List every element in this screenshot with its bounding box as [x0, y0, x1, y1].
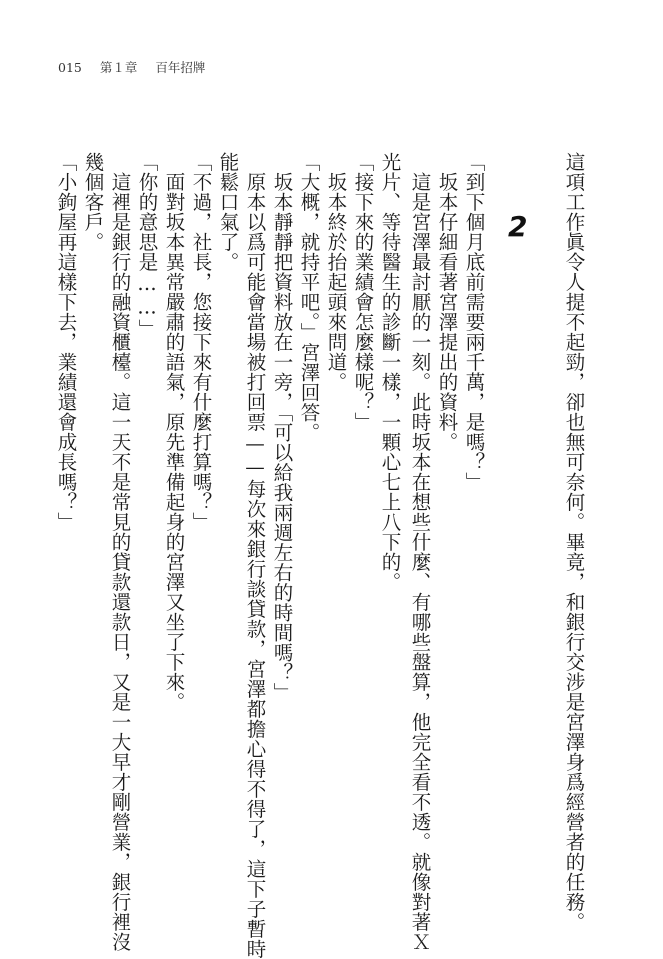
text-column: 「接下來的業績會怎麼樣呢？」: [351, 152, 375, 432]
text-column: 「不過，社長，您接下來有什麼打算嗎？」: [189, 152, 213, 532]
text-column: 「大概，就持平吧。」宮澤回答。: [297, 152, 321, 443]
text-column: 坂本靜靜把資料放在一旁，「可以給我兩週左右的時間嗎？」: [270, 172, 294, 703]
text-column: 坂本終於抬起頭來問道。: [324, 172, 348, 392]
text-column: 「小鉤屋再這樣下去，業績還會成長嗎？」: [54, 152, 78, 532]
text-column: 「到下個月底前需要兩千萬，是嗎？」: [462, 152, 486, 492]
running-header: [58, 58, 219, 76]
text-column: 這項工作眞令人提不起勁，卻也無可奈何。畢竟，和銀行交涉是宮澤身爲經營者的任務。: [562, 152, 586, 932]
text-column: 這是宮澤最討厭的一刻。此時坂本在想些什麼、有哪些盤算，他完全看不透。就像對著Ｘ: [408, 172, 432, 952]
section-number: 2: [508, 210, 528, 243]
text-column: 光片、等待醫生的診斷一樣，一顆心七上八下的。: [378, 152, 402, 592]
page-number: 015: [58, 60, 82, 75]
text-column: 這裡是銀行的融資櫃檯。這一天不是常見的貸款還款日，又是一大早才剛營業，銀行裡沒: [108, 172, 132, 952]
text-column: 「你的意思是……」: [135, 152, 159, 339]
text-column: 坂本仔細看著宮澤提出的資料。: [435, 172, 459, 452]
chapter-title: 百年招牌: [155, 60, 206, 75]
text-column: 面對坂本異常嚴肅的語氣，原先準備起身的宮澤又坐了下來。: [162, 172, 186, 712]
text-column: 能鬆口氣了。: [216, 152, 240, 272]
page-body: [0, 152, 663, 959]
text-column: 原本以爲可能會當場被打回票——每次來銀行談貸款，宮澤都擔心得不得了，這下子暫時: [243, 172, 267, 959]
text-column: 幾個客戶。: [81, 152, 105, 252]
chapter-label: 第１章: [99, 60, 138, 75]
